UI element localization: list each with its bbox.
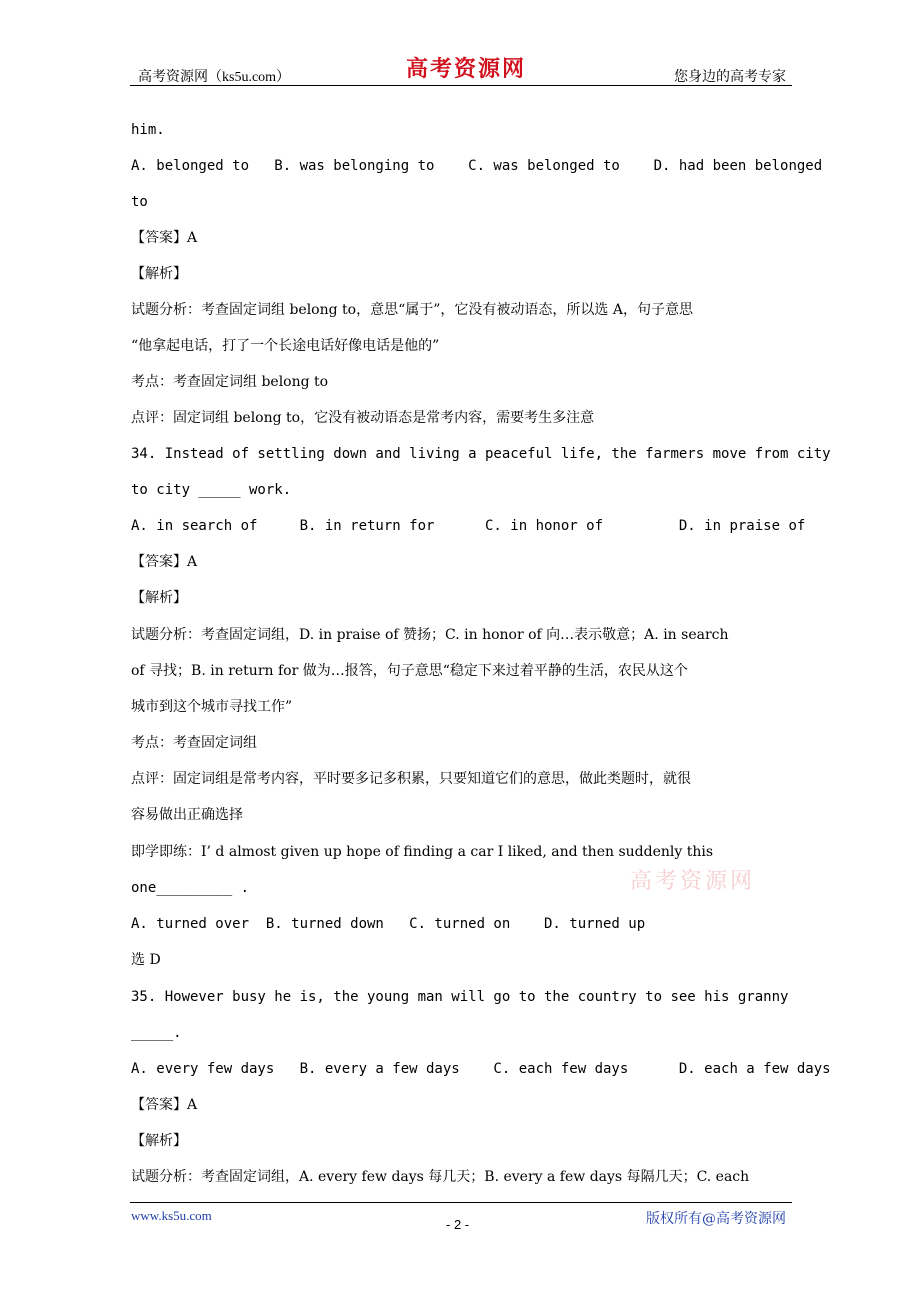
question-35: _____. <box>131 1025 182 1041</box>
analysis-text: 试题分析：考查固定词组，A. every few days 每几天；B. every a few days 每隔几天；C. each <box>131 1169 750 1185</box>
header-slogan: 您身边的高考专家 <box>674 70 786 85</box>
text-line: to <box>131 194 148 210</box>
answer-label: 【答案】A <box>131 1097 198 1113</box>
text-line: him. <box>131 122 165 138</box>
question-34: 34. Instead of settling down and living a peaceful life, the farmers move from city <box>131 446 831 462</box>
comment: 点评：固定词组 belong to，它没有被动语态是常考内容，需要考生多注意 <box>131 410 595 426</box>
analysis-label: 【解析】 <box>131 266 187 282</box>
analysis-text: 城市到这个城市寻找工作” <box>131 699 293 715</box>
question-34-options: A. in search of B. in return for C. in honor of D. in praise of <box>131 518 806 534</box>
question-35-options: A. every few days B. every a few days C. each few days D. each a few days <box>131 1061 831 1077</box>
analysis-text: of 寻找；B. in return for 做为…报答，句子意思“稳定下来过着平静的生活，农民从这个 <box>131 663 688 679</box>
test-point: 考点：考查固定词组 <box>131 735 257 751</box>
comment: 点评：固定词组是常考内容，平时要多记多积累，只要知道它们的意思，做此类题时，就很 <box>131 771 691 787</box>
practice-answer: 选 D <box>131 952 161 968</box>
question-34: to city _____ work. <box>131 482 292 498</box>
analysis-label: 【解析】 <box>131 1133 187 1149</box>
analysis-text: 试题分析：考查固定词组 belong to，意思“属于”，它没有被动语态，所以选 A，句子意思 <box>131 302 693 318</box>
analysis-text: “他拿起电话，打了一个长途电话好像电话是他的” <box>131 338 440 354</box>
footer-link[interactable]: www.ks5u.com <box>131 1208 212 1223</box>
header-divider <box>130 85 792 86</box>
question-33-options: A. belonged to B. was belonging to C. was belonged to D. had been belonged <box>131 158 823 174</box>
practice-options: A. turned over B. turned down C. turned on D. turned up <box>131 916 646 932</box>
footer-copyright[interactable]: 版权所有@高考资源网 <box>646 1211 786 1227</box>
analysis-text: 试题分析：考查固定词组，D. in praise of 赞扬；C. in honor of 向…表示敬意；A. in search <box>131 627 729 643</box>
practice-question: 即学即练：I’ d almost given up hope of finding a car I liked, and then suddenly this <box>131 844 714 860</box>
page-number: - 2 - <box>446 1217 470 1232</box>
test-point: 考点：考查固定词组 belong to <box>131 374 329 390</box>
analysis-label: 【解析】 <box>131 590 187 606</box>
answer-label: 【答案】A <box>131 230 198 246</box>
question-35: 35. However busy he is, the young man will go to the country to see his granny <box>131 989 789 1005</box>
comment: 容易做出正确选择 <box>131 807 243 823</box>
header-site-name: 高考资源网（ks5u.com） <box>138 70 291 85</box>
watermark: 高考资源网 <box>630 869 756 894</box>
header-logo: 高考资源网 <box>406 56 527 82</box>
answer-label: 【答案】A <box>131 554 198 570</box>
practice-question: one_________ . <box>131 880 250 896</box>
footer-divider <box>130 1202 792 1203</box>
